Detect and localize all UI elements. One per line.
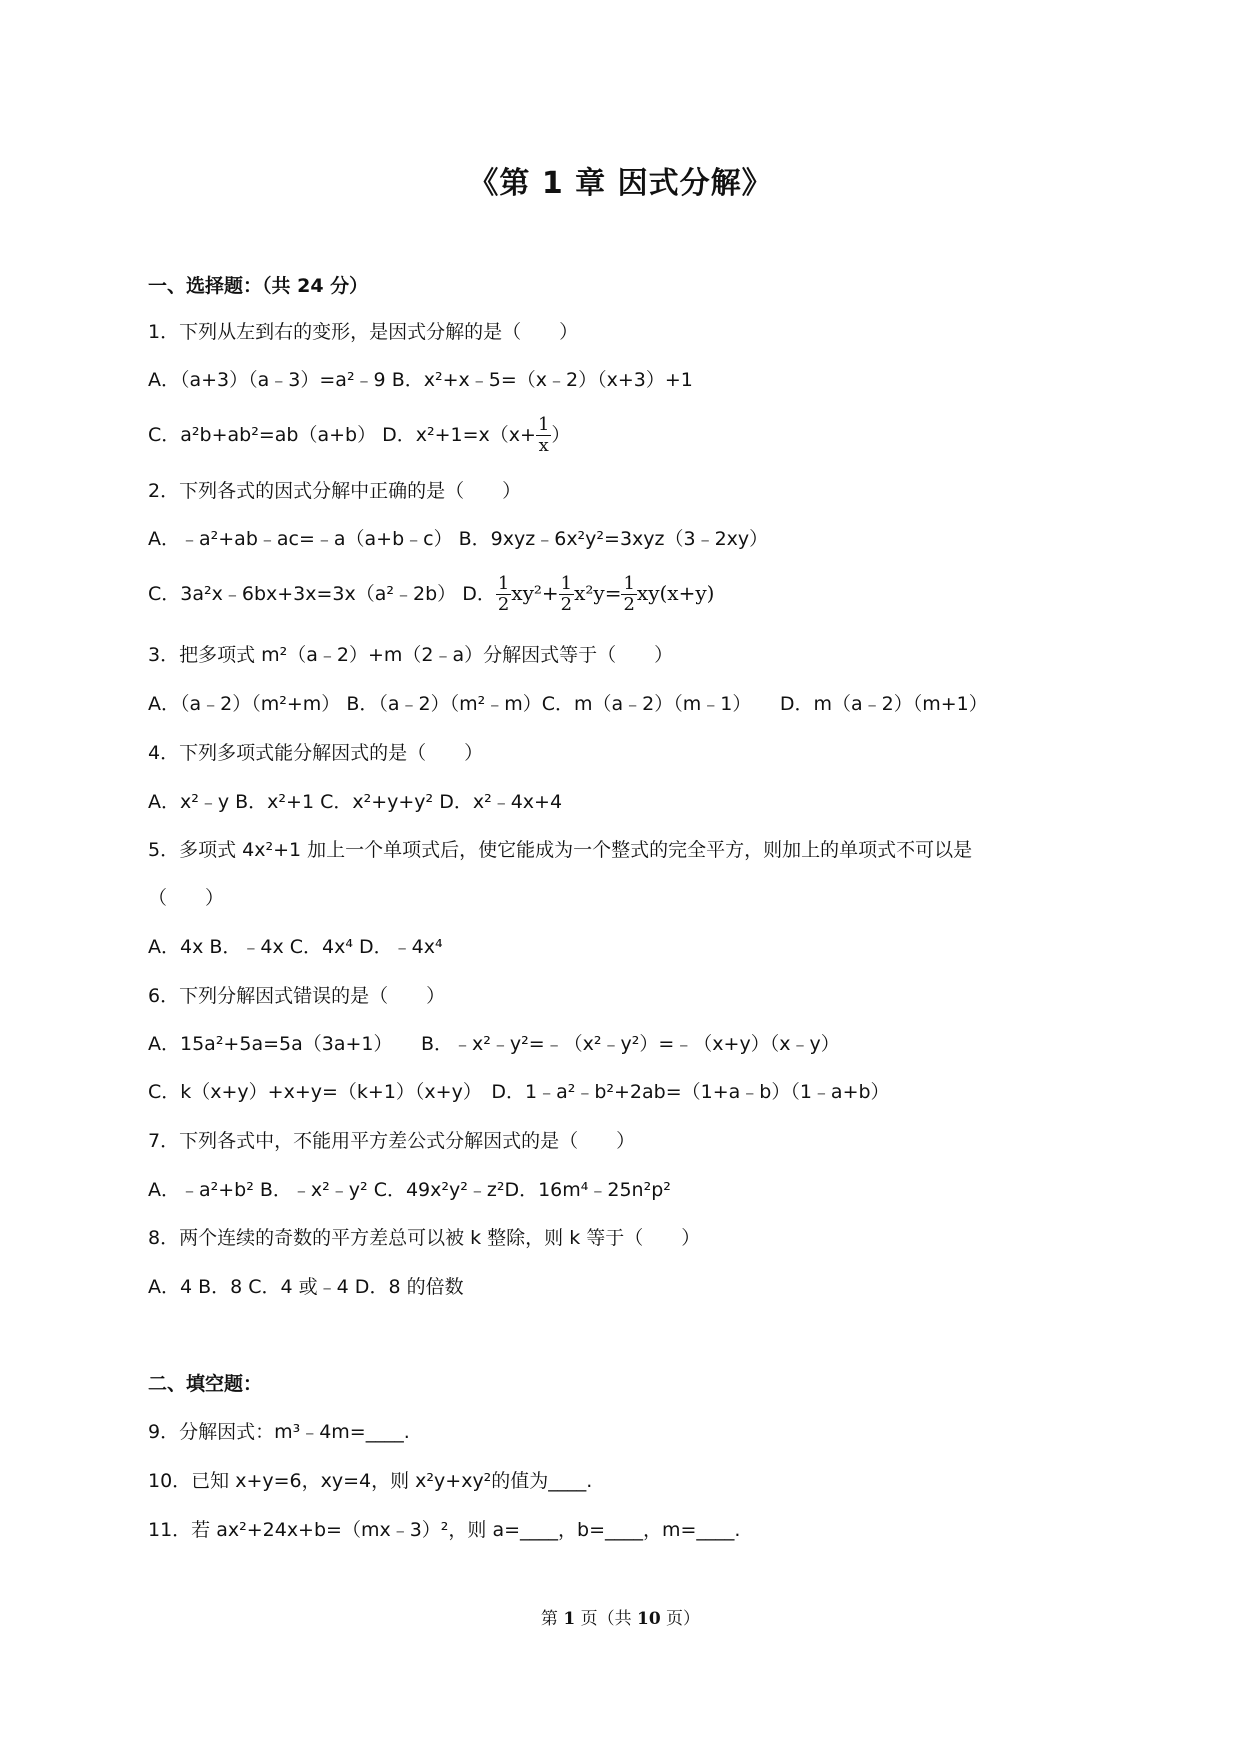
question-2-options-cd-text: C．3a²x﹣6bx+3x=3x（a²﹣2b） D．	[148, 583, 496, 605]
question-1-options-cd-text: C．a²b+ab²=ab（a+b） D．x²+1=x（x+	[148, 424, 536, 446]
fraction-numerator: 1	[623, 573, 635, 594]
question-3: 3．把多项式 m²（a﹣2）+m（2﹣a）分解因式等于（ ）	[148, 644, 674, 666]
page-footer	[0, 1604, 1241, 1629]
fraction-numerator: 1	[560, 573, 573, 594]
question-6-options-cd: C．k（x+y）+x+y=（k+1）（x+y） D．1﹣a²﹣b²+2ab=（1+a﹣b）（1﹣a+b）	[148, 1081, 890, 1103]
question-4-options: A．x²﹣y B．x²+1 C．x²+y+y² D．x²﹣4x+4	[148, 791, 563, 813]
fraction-denominator: 2	[497, 594, 510, 615]
footer-prefix: 第	[540, 1609, 564, 1629]
question-5-options: A．4x B．﹣4x C．4x⁴ D．﹣4x⁴	[148, 936, 443, 958]
question-1-options-cd	[148, 416, 570, 455]
question-6: 6．下列分解因式错误的是（ ）	[148, 985, 446, 1007]
fraction-numerator: 1	[537, 414, 550, 435]
footer-total-pages: 10	[636, 1609, 661, 1629]
fraction-denominator: x	[538, 435, 549, 456]
question-8: 8．两个连续的奇数的平方差总可以被 k 整除，则 k 等于（ ）	[148, 1227, 701, 1249]
fraction-denominator: 2	[560, 594, 573, 615]
question-1: 1．下列从左到右的变形，是因式分解的是（ ）	[148, 321, 579, 343]
fraction-numerator: 1	[497, 573, 510, 594]
question-5: 5．多项式 4x²+1 加上一个单项式后，使它能成为一个整式的完全平方，则加上的单项式不可以是	[148, 839, 973, 861]
fraction-one-half	[496, 575, 511, 614]
question-7: 7．下列各式中，不能用平方差公式分解因式的是（ ）	[148, 1130, 636, 1152]
formula-term: xy²+	[511, 581, 559, 605]
question-4: 4．下列多项式能分解因式的是（ ）	[148, 742, 484, 764]
question-8-options: A．4 B．8 C．4 或﹣4 D．8 的倍数	[148, 1276, 464, 1298]
section-fill-blank: 二、填空题：	[148, 1373, 263, 1395]
fraction-denominator: 2	[623, 594, 635, 615]
question-2: 2．下列各式的因式分解中正确的是（ ）	[148, 480, 522, 502]
footer-mid: 页（共	[575, 1609, 637, 1629]
fraction-one-half	[559, 575, 574, 614]
question-1-close-paren: ）	[551, 424, 571, 446]
question-2-options-ab: A．﹣a²+ab﹣ac=﹣a（a+b﹣c） B．9xyz﹣6x²y²=3xyz（3﹣2xy）	[148, 528, 769, 550]
question-11: 11．若 ax²+24x+b=（mx﹣3）²，则 a=____，b=____，m=____.	[148, 1519, 741, 1541]
section-multiple-choice: 一、选择题：（共 24 分）	[148, 275, 369, 297]
question-5-paren: （ ）	[148, 887, 225, 909]
fraction-one-over-x	[536, 416, 551, 455]
question-9: 9．分解因式：m³﹣4m=____.	[148, 1421, 410, 1443]
question-7-options: A．﹣a²+b² B．﹣x²﹣y² C．49x²y²﹣z²D．16m⁴﹣25n²p²	[148, 1179, 671, 1201]
formula-term: x²y=	[574, 581, 622, 605]
question-3-options: A．（a﹣2）（m²+m） B．（a﹣2）（m²﹣m）C．m（a﹣2）（m﹣1） D．m（a﹣2）（m+1）	[148, 693, 988, 715]
question-1-options-ab: A．（a+3）（a﹣3）=a²﹣9 B．x²+x﹣5=（x﹣2）（x+3）+1	[148, 369, 693, 391]
fraction-one-half	[621, 575, 636, 614]
question-2-options-cd	[148, 575, 714, 614]
formula-term: xy(x+y)	[636, 581, 715, 605]
question-10: 10．已知 x+y=6，xy=4，则 x²y+xy²的值为____.	[148, 1470, 593, 1492]
footer-page-number: 1	[563, 1609, 576, 1629]
question-2-option-d-formula	[496, 573, 715, 615]
footer-suffix: 页）	[660, 1609, 701, 1629]
page-title: 《第 1 章 因式分解》	[468, 166, 773, 201]
question-6-options-ab: A．15a²+5a=5a（3a+1） B．﹣x²﹣y²=﹣（x²﹣y²）=﹣（x+y）（x﹣y）	[148, 1033, 840, 1055]
